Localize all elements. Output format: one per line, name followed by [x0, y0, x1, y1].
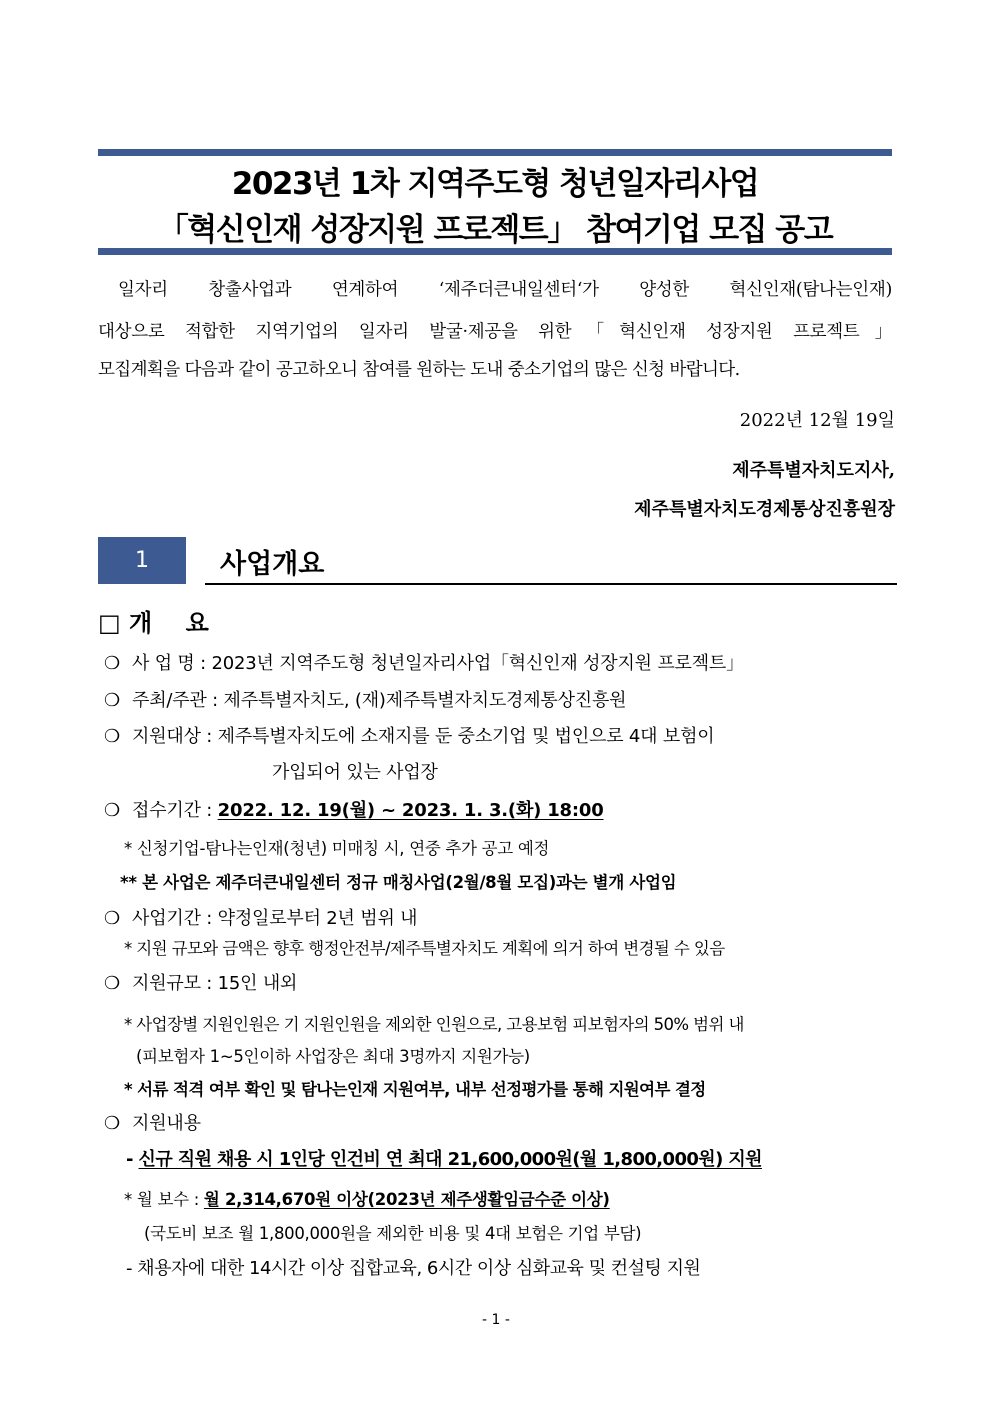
page-number: - 1 -	[482, 1312, 510, 1328]
support-content-item-2: - 채용자에 대한 14시간 이상 집합교육, 6시간 이상 심화교육 및 컨설팅 지원	[126, 1258, 701, 1279]
support-content-item-1: - 신규 직원 채용 시 1인당 인건비 연 최대 21,600,000원(월 1,800,000원) 지원	[126, 1149, 762, 1170]
duration-note: * 지원 규모와 금액은 향후 행정안전부/제주특별자치도 계획에 의거 하여 변경될 수 있음	[124, 939, 725, 958]
item-target-cont: 가입되어 있는 사업장	[272, 762, 438, 783]
scale-note-3: * 서류 적격 여부 확인 및 탐나는인재 지원여부, 내부 선정평가를 통해 지원여부 결정	[124, 1080, 706, 1099]
intro-line-2: 대상으로 적합한 지역기업의 일자리 발굴·제공을 위한「혁신인재 성장지원 프로젝트」	[98, 322, 892, 342]
overview-heading	[98, 603, 209, 638]
item-support-content: ❍ 지원내용	[104, 1113, 201, 1134]
checkbox-square-icon: □	[98, 609, 121, 637]
item-duration: ❍ 사업기간 : 약정일로부터 2년 범위 내	[104, 908, 418, 929]
bullet-circle-icon: ❍	[104, 653, 120, 674]
title-line-2: 「혁신인재 성장지원 프로젝트」 참여기업 모집 공고	[157, 212, 833, 248]
intro-line-1: 일자리 창출사업과 연계하여 ‘제주더큰내일센터‘가 양성한 혁신인재(탐나는인재)	[118, 280, 892, 300]
title-bottom-rule	[98, 248, 892, 255]
salary-value: 월 2,314,670원 이상(2023년 제주생활임금수준 이상)	[203, 1190, 610, 1209]
section-title: 사업개요	[220, 549, 325, 580]
item-target: ❍ 지원대상 : 제주특별자치도에 소재지를 둔 중소기업 및 법인으로 4대 보험이	[104, 726, 715, 747]
application-period-value: 2022. 12. 19(월) ~ 2023. 1. 3.(화) 18:00	[217, 800, 604, 821]
bullet-circle-icon: ❍	[104, 690, 120, 711]
title-top-rule	[98, 149, 892, 156]
item-application-period: ❍ 접수기간 : 2022. 12. 19(월) ~ 2023. 1. 3.(화) 18:00	[104, 800, 604, 821]
item-host: ❍ 주최/주관 : 제주특별자치도, (재)제주특별자치도경제통상진흥원	[104, 690, 627, 711]
issuer-line-1: 제주특별자치도지사,	[732, 460, 895, 481]
bullet-circle-icon: ❍	[104, 800, 120, 821]
intro-line-3: 모집계획을 다음과 같이 공고하오니 참여를 원하는 도내 중소기업의 많은 신청 바랍니다.	[98, 360, 740, 380]
bullet-circle-icon: ❍	[104, 1113, 120, 1134]
section-underline	[205, 583, 897, 585]
bullet-circle-icon: ❍	[104, 908, 120, 929]
title-line-1: 2023년 1차 지역주도형 청년일자리사업	[231, 166, 759, 202]
issuer-line-2: 제주특별자치도경제통상진흥원장	[634, 499, 895, 520]
period-note-2: ** 본 사업은 제주더큰내일센터 정규 매칭사업(2월/8월 모집)과는 별개 사업임	[120, 873, 677, 892]
item-scale: ❍ 지원규모 : 15인 내외	[104, 973, 298, 994]
item-project-name: ❍ 사 업 명 : 2023년 지역주도형 청년일자리사업「혁신인재 성장지원 프로젝트」	[104, 653, 744, 674]
announcement-date: 2022년 12월 19일	[739, 410, 895, 431]
period-note-1: * 신청기업-탐나는인재(청년) 미매칭 시, 연중 추가 공고 예정	[124, 839, 550, 858]
section-number-box	[98, 537, 186, 584]
scale-note-1: * 사업장별 지원인원은 기 지원인원을 제외한 인원으로, 고용보험 피보험자의 50% 범위 내	[124, 1015, 744, 1034]
overview-heading-text: 개 요	[129, 609, 209, 637]
section-number: 1	[135, 548, 149, 573]
bullet-circle-icon: ❍	[104, 973, 120, 994]
salary-burden-note: (국도비 보조 월 1,800,000원을 제외한 비용 및 4대 보험은 기업 부담)	[144, 1224, 642, 1243]
salary-note: * 월 보수 : 월 2,314,670원 이상(2023년 제주생활임금수준 이상)	[124, 1190, 610, 1209]
scale-note-2: (피보험자 1~5인이하 사업장은 최대 3명까지 지원가능)	[136, 1047, 530, 1066]
bullet-circle-icon: ❍	[104, 726, 120, 747]
